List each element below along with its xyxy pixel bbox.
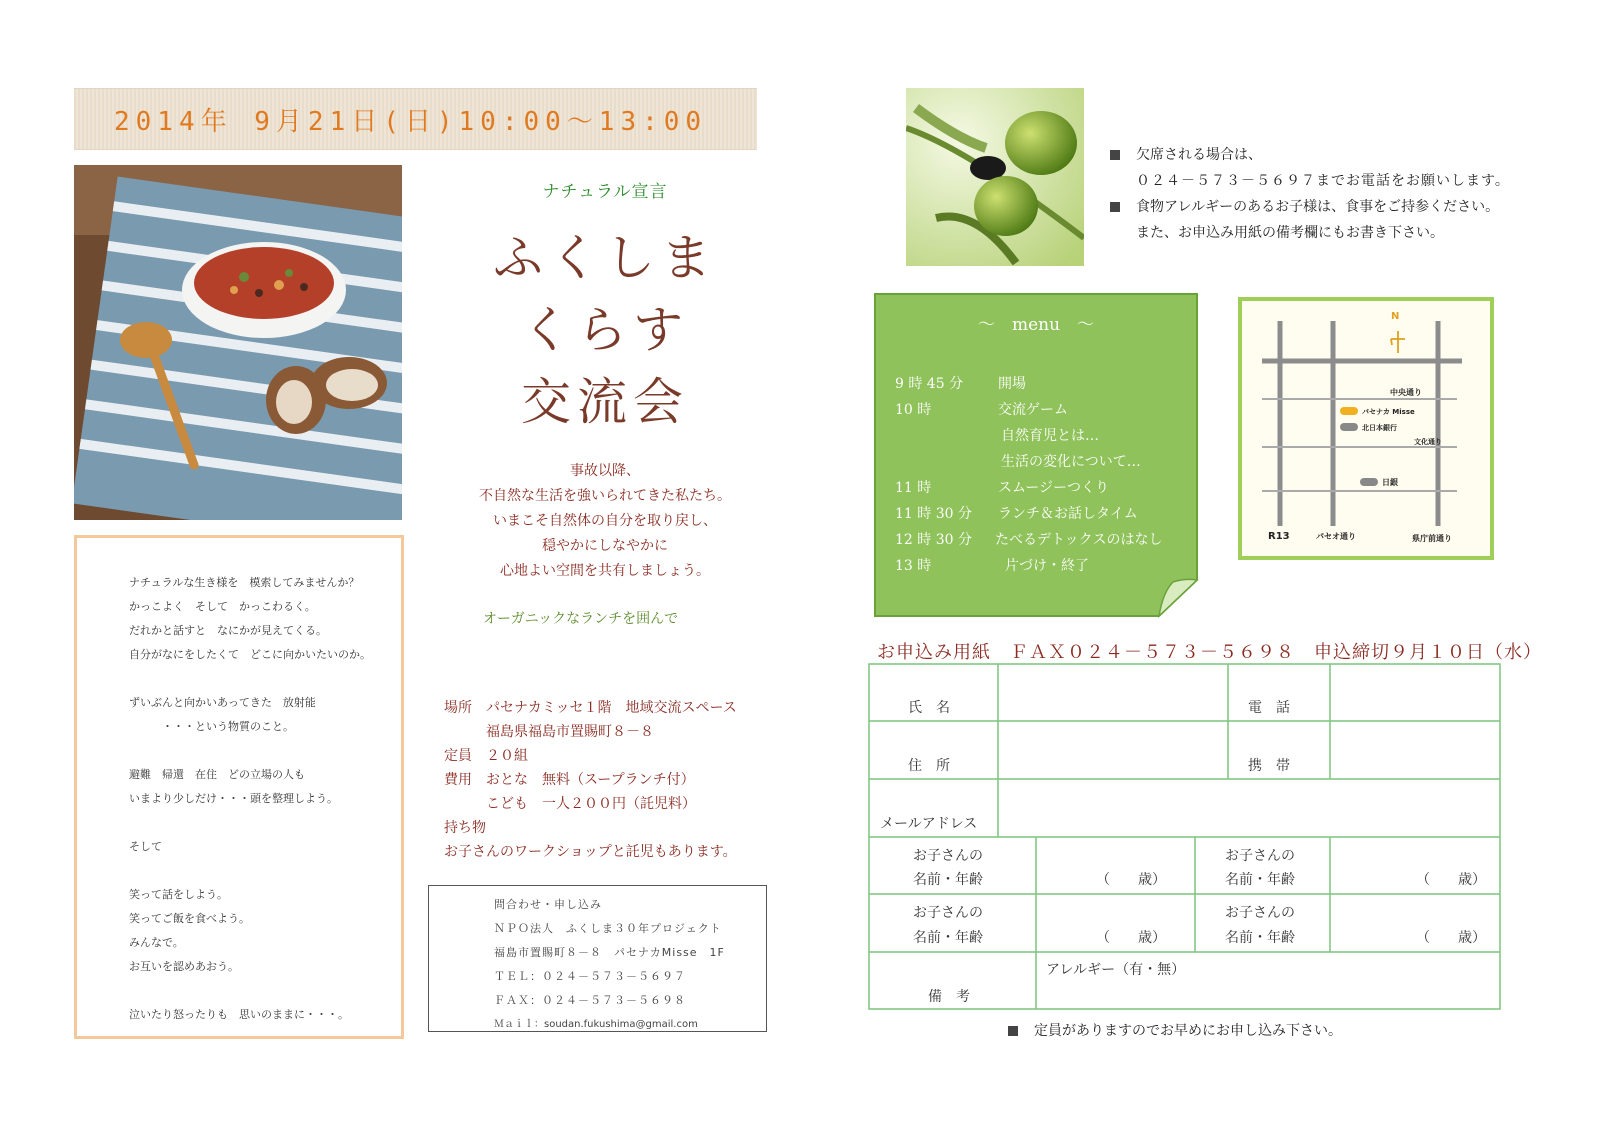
form-header: お申込み用紙 ＦＡＸ０２４－５７３－５６９８ 申込締切９月１０日（水） — [877, 642, 1542, 663]
contact-line: Ｍａｉｌ：soudan.fukushima@gmail.com — [494, 1019, 698, 1030]
info-line: お子さんのワークショップと託児もあります。 — [444, 844, 737, 860]
title-line-1: ふくしま — [493, 229, 717, 287]
message-line: みんなで。 — [129, 936, 184, 949]
message-text: 事故以降、 — [570, 463, 640, 479]
age-field[interactable]: （ 歳） — [1416, 930, 1486, 946]
age-field[interactable]: （ 歳） — [1096, 872, 1166, 888]
map-label: 北日本銀行 — [1362, 424, 1397, 432]
message-line: ナチュラルな生き様を 模索してみませんか？ — [129, 576, 360, 589]
label-child: 名前・年齢 — [1225, 930, 1295, 946]
info-line: 費用 おとな 無料（スープランチ付） — [444, 772, 695, 788]
contact-line: 問合わせ・申し込み — [494, 898, 602, 911]
message-line: かっこよく そして かっこわるく。 — [129, 600, 316, 613]
date-banner — [74, 88, 757, 150]
menu-item: たべるデトックスのはなし — [995, 532, 1163, 548]
menu-item: 開場 — [998, 376, 1026, 392]
message-line: 自分がなにをしたくて どこに向かいたいのか。 — [129, 648, 371, 661]
label-child: お子さんの — [913, 905, 983, 921]
menu-note — [873, 292, 1199, 618]
info-line: 持ち物 — [444, 820, 486, 836]
contact-line: 福島市置賜町８－８ パセナカMisse 1F — [494, 946, 725, 959]
menu-time: 10 時 — [895, 402, 932, 418]
contact-line: ＦＡＸ：０２４－５７３－５６９８ — [494, 994, 686, 1007]
label-child: お子さんの — [913, 848, 983, 864]
message-line: 笑ってご飯を食べよう。 — [129, 912, 250, 925]
form-note: 定員がありますのでお早めにお申し込み下さい。 — [1008, 1020, 1342, 1040]
message-text: 心地よい空間を共有しましょう。 — [500, 563, 710, 579]
message-line: いまより少しだけ・・・頭を整理しよう。 — [129, 792, 338, 805]
map-label: パセオ通り — [1316, 532, 1356, 541]
menu-time: 9 時 45 分 — [895, 376, 964, 392]
message-line: 泣いたり怒ったりも 思いのままに・・・。 — [129, 1008, 349, 1021]
title-line-3: 交流会 — [521, 373, 689, 431]
label-remarks: 備 考 — [928, 989, 970, 1005]
soup-photo — [74, 165, 402, 520]
label-mobile: 携 帯 — [1248, 758, 1290, 774]
menu-title: ～ menu ～ — [977, 315, 1095, 335]
label-phone: 電 話 — [1248, 700, 1290, 716]
map-label: パセナカ Misse — [1362, 408, 1415, 416]
message-box — [74, 535, 404, 1039]
map-label: 日銀 — [1382, 478, 1398, 487]
info-line: 定員 ２０組 — [444, 748, 528, 764]
label-child: お子さんの — [1225, 848, 1295, 864]
event-date: 2014年 9月21日(日)10:00～13:00 — [114, 107, 708, 137]
note-allergy: 食物アレルギーのあるお子様は、食事をご持参ください。 — [1110, 196, 1499, 216]
info-line: 福島県福島市置賜町８－８ — [444, 724, 654, 740]
map-label: 文化通り — [1414, 438, 1442, 446]
menu-item: ランチ＆お話しタイム — [998, 506, 1138, 522]
contact-line: ＴＥＬ：０２４－５７３－５６９７ — [494, 970, 686, 983]
message-line: 笑って話をしよう。 — [129, 888, 228, 901]
label-child: お子さんの — [1225, 905, 1295, 921]
label-email: メールアドレス — [880, 816, 978, 832]
age-field[interactable]: （ 歳） — [1096, 930, 1166, 946]
menu-item: 自然育児とは… — [1001, 428, 1099, 444]
message-line: ・・・という物質のこと。 — [129, 720, 294, 733]
olive-photo — [906, 88, 1084, 266]
menu-time: 11 時 — [895, 480, 932, 496]
contact-box — [428, 885, 767, 1032]
note-absence-phone: ０２４－５７３－５６９７までお電話をお願いします。 — [1136, 173, 1510, 189]
menu-item: 片づけ・終了 — [1005, 558, 1089, 574]
label-child: 名前・年齢 — [913, 872, 983, 888]
subtitle: ナチュラル宣言 — [542, 182, 668, 202]
allergy-field[interactable]: アレルギー（有・無） — [1046, 962, 1186, 978]
lunch-text: オーガニックなランチを囲んで — [483, 611, 679, 627]
note-absence: 欠席される場合は、 — [1110, 144, 1262, 164]
menu-time: 11 時 30 分 — [895, 506, 972, 522]
message-line: だれかと話すと なにかが見えてくる。 — [129, 624, 327, 637]
application-form — [868, 663, 1501, 1011]
menu-time: 12 時 30 分 — [895, 532, 972, 548]
message-line: ずいぶんと向かいあってきた 放射能 — [129, 696, 316, 709]
bullet-icon — [1110, 150, 1120, 160]
title-line-2: くらす — [521, 301, 689, 359]
note-allergy-form: また、お申込み用紙の備考欄にもお書き下さい。 — [1136, 225, 1444, 241]
map-north: N — [1391, 311, 1400, 322]
info-line: こども 一人２００円（託児料） — [444, 796, 696, 812]
label-name: 氏 名 — [908, 700, 950, 716]
bullet-icon — [1008, 1026, 1018, 1036]
menu-time: 13 時 — [895, 558, 932, 574]
info-line: 場所 パセナカミッセ１階 地域交流スペース — [444, 700, 737, 716]
menu-item: スムージーつくり — [998, 480, 1110, 496]
map-label: 県庁前通り — [1412, 534, 1452, 543]
access-map — [1238, 297, 1494, 560]
menu-item: 生活の変化について… — [1001, 454, 1141, 470]
message-text: 不自然な生活を強いられてきた私たち。 — [479, 488, 731, 504]
age-field[interactable]: （ 歳） — [1416, 872, 1486, 888]
label-child: 名前・年齢 — [1225, 872, 1295, 888]
message-line: そして — [129, 840, 162, 853]
north-arrow-icon — [1391, 331, 1405, 353]
message-line: 避難 帰還 在住 どの立場の人も — [129, 768, 305, 781]
label-address: 住 所 — [908, 758, 950, 774]
contact-line: ＮＰＯ法人 ふくしま３０年プロジェクト — [494, 922, 722, 935]
bullet-icon — [1110, 202, 1120, 212]
label-child: 名前・年齢 — [913, 930, 983, 946]
message-text: 穏やかにしなやかに — [542, 538, 668, 554]
message-line: お互いを認めあおう。 — [129, 960, 239, 973]
map-label: 中央通り — [1390, 388, 1422, 397]
menu-item: 交流ゲーム — [998, 402, 1068, 418]
message-text: いまこそ自然体の自分を取り戻し、 — [493, 513, 717, 529]
map-label: R13 — [1268, 531, 1290, 542]
